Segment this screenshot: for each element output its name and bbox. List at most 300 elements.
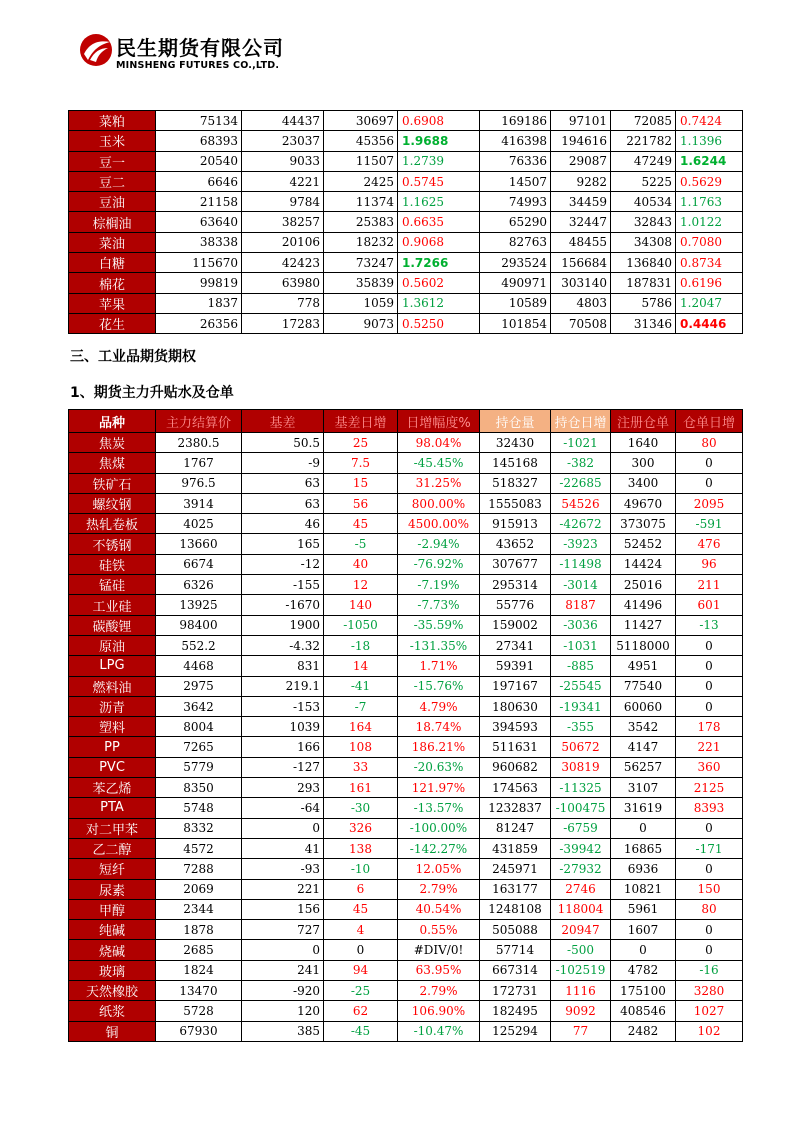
value-cell: 1.1396 — [676, 131, 743, 151]
value-cell: 54526 — [551, 493, 611, 513]
value-cell: 74993 — [480, 192, 551, 212]
value-cell: 601 — [676, 595, 743, 615]
column-header: 注册仓单 — [611, 410, 676, 433]
value-cell: -13.57% — [398, 798, 480, 818]
value-cell: -171 — [676, 838, 743, 858]
value-cell: 17283 — [242, 313, 324, 333]
value-cell: 0.5745 — [398, 171, 480, 191]
value-cell: 1607 — [611, 920, 676, 940]
table-row — [69, 981, 743, 1001]
value-cell: 360 — [676, 757, 743, 777]
value-cell: 31346 — [611, 313, 676, 333]
value-cell: -41 — [324, 676, 398, 696]
value-cell: 97101 — [551, 111, 611, 131]
table-row — [69, 960, 743, 980]
value-cell: 57714 — [480, 940, 551, 960]
company-header — [78, 30, 338, 80]
column-header: 持仓量 — [480, 410, 551, 433]
value-cell: 164 — [324, 717, 398, 737]
value-cell: 0 — [611, 818, 676, 838]
value-cell: 30819 — [551, 757, 611, 777]
value-cell: 150 — [676, 879, 743, 899]
value-cell: 0.9068 — [398, 232, 480, 252]
table-row — [69, 1021, 743, 1041]
value-cell: 187831 — [611, 273, 676, 293]
value-cell: 40.54% — [398, 899, 480, 919]
value-cell: 23037 — [242, 131, 324, 151]
value-cell: 34308 — [611, 232, 676, 252]
value-cell: 182495 — [480, 1001, 551, 1021]
table-row — [69, 253, 743, 273]
value-cell: 1059 — [324, 293, 398, 313]
value-cell: 8350 — [156, 778, 242, 798]
value-cell: 0 — [242, 818, 324, 838]
value-cell: 0 — [676, 818, 743, 838]
value-cell: 9073 — [324, 313, 398, 333]
product-name-cell: 棕榈油 — [69, 212, 156, 232]
value-cell: 13660 — [156, 534, 242, 554]
value-cell: 77 — [551, 1021, 611, 1041]
value-cell: -45 — [324, 1021, 398, 1041]
value-cell: 55776 — [480, 595, 551, 615]
table-row — [69, 899, 743, 919]
value-cell: -131.35% — [398, 635, 480, 655]
value-cell: -12 — [242, 554, 324, 574]
value-cell: -7.73% — [398, 595, 480, 615]
value-cell: 4 — [324, 920, 398, 940]
value-cell: -102519 — [551, 960, 611, 980]
value-cell: 727 — [242, 920, 324, 940]
value-cell: 8332 — [156, 818, 242, 838]
value-cell: -25 — [324, 981, 398, 1001]
table-row — [69, 111, 743, 131]
value-cell: #DIV/0! — [398, 940, 480, 960]
value-cell: 10821 — [611, 879, 676, 899]
value-cell: 2069 — [156, 879, 242, 899]
value-cell: 1640 — [611, 433, 676, 453]
value-cell: 10589 — [480, 293, 551, 313]
table-row — [69, 757, 743, 777]
value-cell: 30697 — [324, 111, 398, 131]
value-cell: 67930 — [156, 1021, 242, 1041]
table-row — [69, 798, 743, 818]
product-name-cell: 原油 — [69, 635, 156, 655]
value-cell: -25545 — [551, 676, 611, 696]
value-cell: 1.6244 — [676, 151, 743, 171]
value-cell: 1027 — [676, 1001, 743, 1021]
value-cell: 63980 — [242, 273, 324, 293]
value-cell: 16865 — [611, 838, 676, 858]
product-name-cell: 白糖 — [69, 253, 156, 273]
value-cell: -93 — [242, 859, 324, 879]
value-cell: 9784 — [242, 192, 324, 212]
value-cell: -142.27% — [398, 838, 480, 858]
value-cell: 0.5250 — [398, 313, 480, 333]
value-cell: 9033 — [242, 151, 324, 171]
value-cell: 75134 — [156, 111, 242, 131]
product-name-cell: 焦炭 — [69, 433, 156, 453]
table-row — [69, 595, 743, 615]
value-cell: 172731 — [480, 981, 551, 1001]
table-row — [69, 859, 743, 879]
value-cell: 476 — [676, 534, 743, 554]
value-cell: 156684 — [551, 253, 611, 273]
column-header: 品种 — [69, 410, 156, 433]
value-cell: 186.21% — [398, 737, 480, 757]
table-row — [69, 879, 743, 899]
value-cell: 0.6908 — [398, 111, 480, 131]
value-cell: 505088 — [480, 920, 551, 940]
value-cell: 2685 — [156, 940, 242, 960]
value-cell: -6759 — [551, 818, 611, 838]
product-name-cell: 菜油 — [69, 232, 156, 252]
value-cell: 13925 — [156, 595, 242, 615]
value-cell: 169186 — [480, 111, 551, 131]
value-cell: 976.5 — [156, 473, 242, 493]
value-cell: 44437 — [242, 111, 324, 131]
column-header: 基差 — [242, 410, 324, 433]
value-cell: 2344 — [156, 899, 242, 919]
value-cell: 1555083 — [480, 493, 551, 513]
value-cell: 166 — [242, 737, 324, 757]
table-row — [69, 433, 743, 453]
table-row — [69, 473, 743, 493]
table-row — [69, 920, 743, 940]
value-cell: 3642 — [156, 696, 242, 716]
product-name-cell: 短纤 — [69, 859, 156, 879]
value-cell: -2.94% — [398, 534, 480, 554]
column-header: 持仓日增 — [551, 410, 611, 433]
value-cell: 136840 — [611, 253, 676, 273]
product-name-cell: 棉花 — [69, 273, 156, 293]
value-cell: 4147 — [611, 737, 676, 757]
value-cell: 2.79% — [398, 981, 480, 1001]
product-name-cell: 对二甲苯 — [69, 818, 156, 838]
value-cell: 0 — [242, 940, 324, 960]
value-cell: 31.25% — [398, 473, 480, 493]
value-cell: 11427 — [611, 615, 676, 635]
value-cell: 1824 — [156, 960, 242, 980]
value-cell: 120 — [242, 1001, 324, 1021]
value-cell: 1039 — [242, 717, 324, 737]
value-cell: 34459 — [551, 192, 611, 212]
table-row — [69, 737, 743, 757]
value-cell: -7.19% — [398, 575, 480, 595]
value-cell: 145168 — [480, 453, 551, 473]
value-cell: -1031 — [551, 635, 611, 655]
value-cell: -20.63% — [398, 757, 480, 777]
value-cell: 5118000 — [611, 635, 676, 655]
value-cell: 11507 — [324, 151, 398, 171]
value-cell: 303140 — [551, 273, 611, 293]
value-cell: 2380.5 — [156, 433, 242, 453]
value-cell: -5 — [324, 534, 398, 554]
value-cell: 2746 — [551, 879, 611, 899]
value-cell: -19341 — [551, 696, 611, 716]
table-row — [69, 453, 743, 473]
product-name-cell: 沥青 — [69, 696, 156, 716]
product-name-cell: 燃料油 — [69, 676, 156, 696]
value-cell: 62 — [324, 1001, 398, 1021]
value-cell: 1.3612 — [398, 293, 480, 313]
value-cell: 165 — [242, 534, 324, 554]
value-cell: 125294 — [480, 1021, 551, 1041]
value-cell: 6646 — [156, 171, 242, 191]
value-cell: 1767 — [156, 453, 242, 473]
value-cell: 45356 — [324, 131, 398, 151]
table-row — [69, 656, 743, 676]
value-cell: 106.90% — [398, 1001, 480, 1021]
product-name-cell: 苹果 — [69, 293, 156, 313]
value-cell: 0 — [676, 696, 743, 716]
value-cell: 102 — [676, 1021, 743, 1041]
value-cell: -382 — [551, 453, 611, 473]
table-row — [69, 151, 743, 171]
value-cell: -11498 — [551, 554, 611, 574]
value-cell: 211 — [676, 575, 743, 595]
value-cell: -39942 — [551, 838, 611, 858]
value-cell: 49670 — [611, 493, 676, 513]
value-cell: 50672 — [551, 737, 611, 757]
value-cell: 14 — [324, 656, 398, 676]
product-name-cell: 天然橡胶 — [69, 981, 156, 1001]
value-cell: -1021 — [551, 433, 611, 453]
value-cell: 0 — [676, 453, 743, 473]
value-cell: 0 — [676, 920, 743, 940]
value-cell: 0.6196 — [676, 273, 743, 293]
value-cell: 20540 — [156, 151, 242, 171]
value-cell: 8004 — [156, 717, 242, 737]
value-cell: 77540 — [611, 676, 676, 696]
value-cell: -16 — [676, 960, 743, 980]
value-cell: 5225 — [611, 171, 676, 191]
value-cell: 42423 — [242, 253, 324, 273]
value-cell: 518327 — [480, 473, 551, 493]
value-cell: 4782 — [611, 960, 676, 980]
value-cell: 18.74% — [398, 717, 480, 737]
value-cell: 45 — [324, 514, 398, 534]
value-cell: -100.00% — [398, 818, 480, 838]
product-name-cell: 工业硅 — [69, 595, 156, 615]
table-row — [69, 778, 743, 798]
value-cell: 4221 — [242, 171, 324, 191]
value-cell: 63 — [242, 493, 324, 513]
value-cell: 0 — [676, 859, 743, 879]
value-cell: 2975 — [156, 676, 242, 696]
value-cell: 47249 — [611, 151, 676, 171]
value-cell: 178 — [676, 717, 743, 737]
value-cell: 32430 — [480, 433, 551, 453]
value-cell: -64 — [242, 798, 324, 818]
product-name-cell: 碳酸锂 — [69, 615, 156, 635]
value-cell: 960682 — [480, 757, 551, 777]
value-cell: 26356 — [156, 313, 242, 333]
value-cell: 0.7424 — [676, 111, 743, 131]
value-cell: 0 — [676, 940, 743, 960]
value-cell: 41 — [242, 838, 324, 858]
company-logo-icon — [78, 32, 114, 68]
value-cell: 1248108 — [480, 899, 551, 919]
value-cell: 2425 — [324, 171, 398, 191]
value-cell: 175100 — [611, 981, 676, 1001]
value-cell: 25383 — [324, 212, 398, 232]
value-cell: 221 — [242, 879, 324, 899]
value-cell: -127 — [242, 757, 324, 777]
value-cell: 1900 — [242, 615, 324, 635]
product-name-cell: 不锈钢 — [69, 534, 156, 554]
value-cell: -76.92% — [398, 554, 480, 574]
value-cell: 1.9688 — [398, 131, 480, 151]
product-name-cell: PP — [69, 737, 156, 757]
value-cell: -155 — [242, 575, 324, 595]
company-name-en: MINSHENG FUTURES CO.,LTD. — [116, 60, 280, 71]
value-cell: 38338 — [156, 232, 242, 252]
product-name-cell: 硅铁 — [69, 554, 156, 574]
value-cell: 15 — [324, 473, 398, 493]
value-cell: -591 — [676, 514, 743, 534]
value-cell: 0.5602 — [398, 273, 480, 293]
table-row — [69, 575, 743, 595]
value-cell: 8393 — [676, 798, 743, 818]
value-cell: -920 — [242, 981, 324, 1001]
table-row — [69, 676, 743, 696]
table-row — [69, 818, 743, 838]
value-cell: 3107 — [611, 778, 676, 798]
value-cell: 2.79% — [398, 879, 480, 899]
value-cell: -153 — [242, 696, 324, 716]
value-cell: 4.79% — [398, 696, 480, 716]
value-cell: 831 — [242, 656, 324, 676]
value-cell: 2482 — [611, 1021, 676, 1041]
value-cell: 416398 — [480, 131, 551, 151]
industrial-basis-table — [68, 409, 743, 1042]
table-row — [69, 293, 743, 313]
value-cell: 511631 — [480, 737, 551, 757]
value-cell: -10 — [324, 859, 398, 879]
product-name-cell: 纯碱 — [69, 920, 156, 940]
value-cell: 5728 — [156, 1001, 242, 1021]
value-cell: 293 — [242, 778, 324, 798]
product-name-cell: 豆一 — [69, 151, 156, 171]
value-cell: 1232837 — [480, 798, 551, 818]
table-row — [69, 514, 743, 534]
value-cell: 490971 — [480, 273, 551, 293]
value-cell: 56 — [324, 493, 398, 513]
value-cell: 0 — [611, 940, 676, 960]
product-name-cell: 铜 — [69, 1021, 156, 1041]
value-cell: 76336 — [480, 151, 551, 171]
value-cell: 163177 — [480, 879, 551, 899]
value-cell: 245971 — [480, 859, 551, 879]
product-name-cell: 螺纹钢 — [69, 493, 156, 513]
table-row — [69, 273, 743, 293]
value-cell: 52452 — [611, 534, 676, 554]
value-cell: 307677 — [480, 554, 551, 574]
value-cell: 1878 — [156, 920, 242, 940]
value-cell: 33 — [324, 757, 398, 777]
value-cell: 12 — [324, 575, 398, 595]
value-cell: 68393 — [156, 131, 242, 151]
value-cell: 180630 — [480, 696, 551, 716]
value-cell: 431859 — [480, 838, 551, 858]
value-cell: 65290 — [480, 212, 551, 232]
value-cell: 1116 — [551, 981, 611, 1001]
value-cell: 115670 — [156, 253, 242, 273]
value-cell: 326 — [324, 818, 398, 838]
value-cell: 9282 — [551, 171, 611, 191]
value-cell: 4951 — [611, 656, 676, 676]
value-cell: 1.2739 — [398, 151, 480, 171]
value-cell: 219.1 — [242, 676, 324, 696]
table-row — [69, 1001, 743, 1021]
value-cell: 101854 — [480, 313, 551, 333]
value-cell: 1.1625 — [398, 192, 480, 212]
value-cell: 0.4446 — [676, 313, 743, 333]
table-row — [69, 696, 743, 716]
product-name-cell: 尿素 — [69, 879, 156, 899]
value-cell: -7 — [324, 696, 398, 716]
value-cell: 800.00% — [398, 493, 480, 513]
column-header: 仓单日增 — [676, 410, 743, 433]
table-row — [69, 635, 743, 655]
value-cell: 20106 — [242, 232, 324, 252]
value-cell: -11325 — [551, 778, 611, 798]
value-cell: 2095 — [676, 493, 743, 513]
value-cell: 0.6635 — [398, 212, 480, 232]
value-cell: -45.45% — [398, 453, 480, 473]
value-cell: 80 — [676, 433, 743, 453]
value-cell: 11374 — [324, 192, 398, 212]
value-cell: 29087 — [551, 151, 611, 171]
value-cell: 59391 — [480, 656, 551, 676]
value-cell: -355 — [551, 717, 611, 737]
product-name-cell: 甲醇 — [69, 899, 156, 919]
table-row — [69, 554, 743, 574]
value-cell: -22685 — [551, 473, 611, 493]
value-cell: 45 — [324, 899, 398, 919]
value-cell: 32447 — [551, 212, 611, 232]
value-cell: 98400 — [156, 615, 242, 635]
product-name-cell: 豆二 — [69, 171, 156, 191]
value-cell: 6326 — [156, 575, 242, 595]
value-cell: 21158 — [156, 192, 242, 212]
value-cell: -885 — [551, 656, 611, 676]
product-name-cell: PVC — [69, 757, 156, 777]
value-cell: -10.47% — [398, 1021, 480, 1041]
value-cell: 13470 — [156, 981, 242, 1001]
value-cell: 27341 — [480, 635, 551, 655]
column-header: 日增幅度% — [398, 410, 480, 433]
value-cell: 394593 — [480, 717, 551, 737]
value-cell: 5748 — [156, 798, 242, 818]
value-cell: 0 — [676, 676, 743, 696]
product-name-cell: 豆油 — [69, 192, 156, 212]
value-cell: 8187 — [551, 595, 611, 615]
table-row — [69, 940, 743, 960]
value-cell: 159002 — [480, 615, 551, 635]
value-cell: 552.2 — [156, 635, 242, 655]
value-cell: 156 — [242, 899, 324, 919]
product-name-cell: 玻璃 — [69, 960, 156, 980]
value-cell: 7265 — [156, 737, 242, 757]
table-row — [69, 838, 743, 858]
value-cell: 46 — [242, 514, 324, 534]
product-name-cell: 苯乙烯 — [69, 778, 156, 798]
value-cell: 9092 — [551, 1001, 611, 1021]
value-cell: 31619 — [611, 798, 676, 818]
company-name-cn: 民生期货有限公司 — [116, 36, 284, 60]
value-cell: 41496 — [611, 595, 676, 615]
